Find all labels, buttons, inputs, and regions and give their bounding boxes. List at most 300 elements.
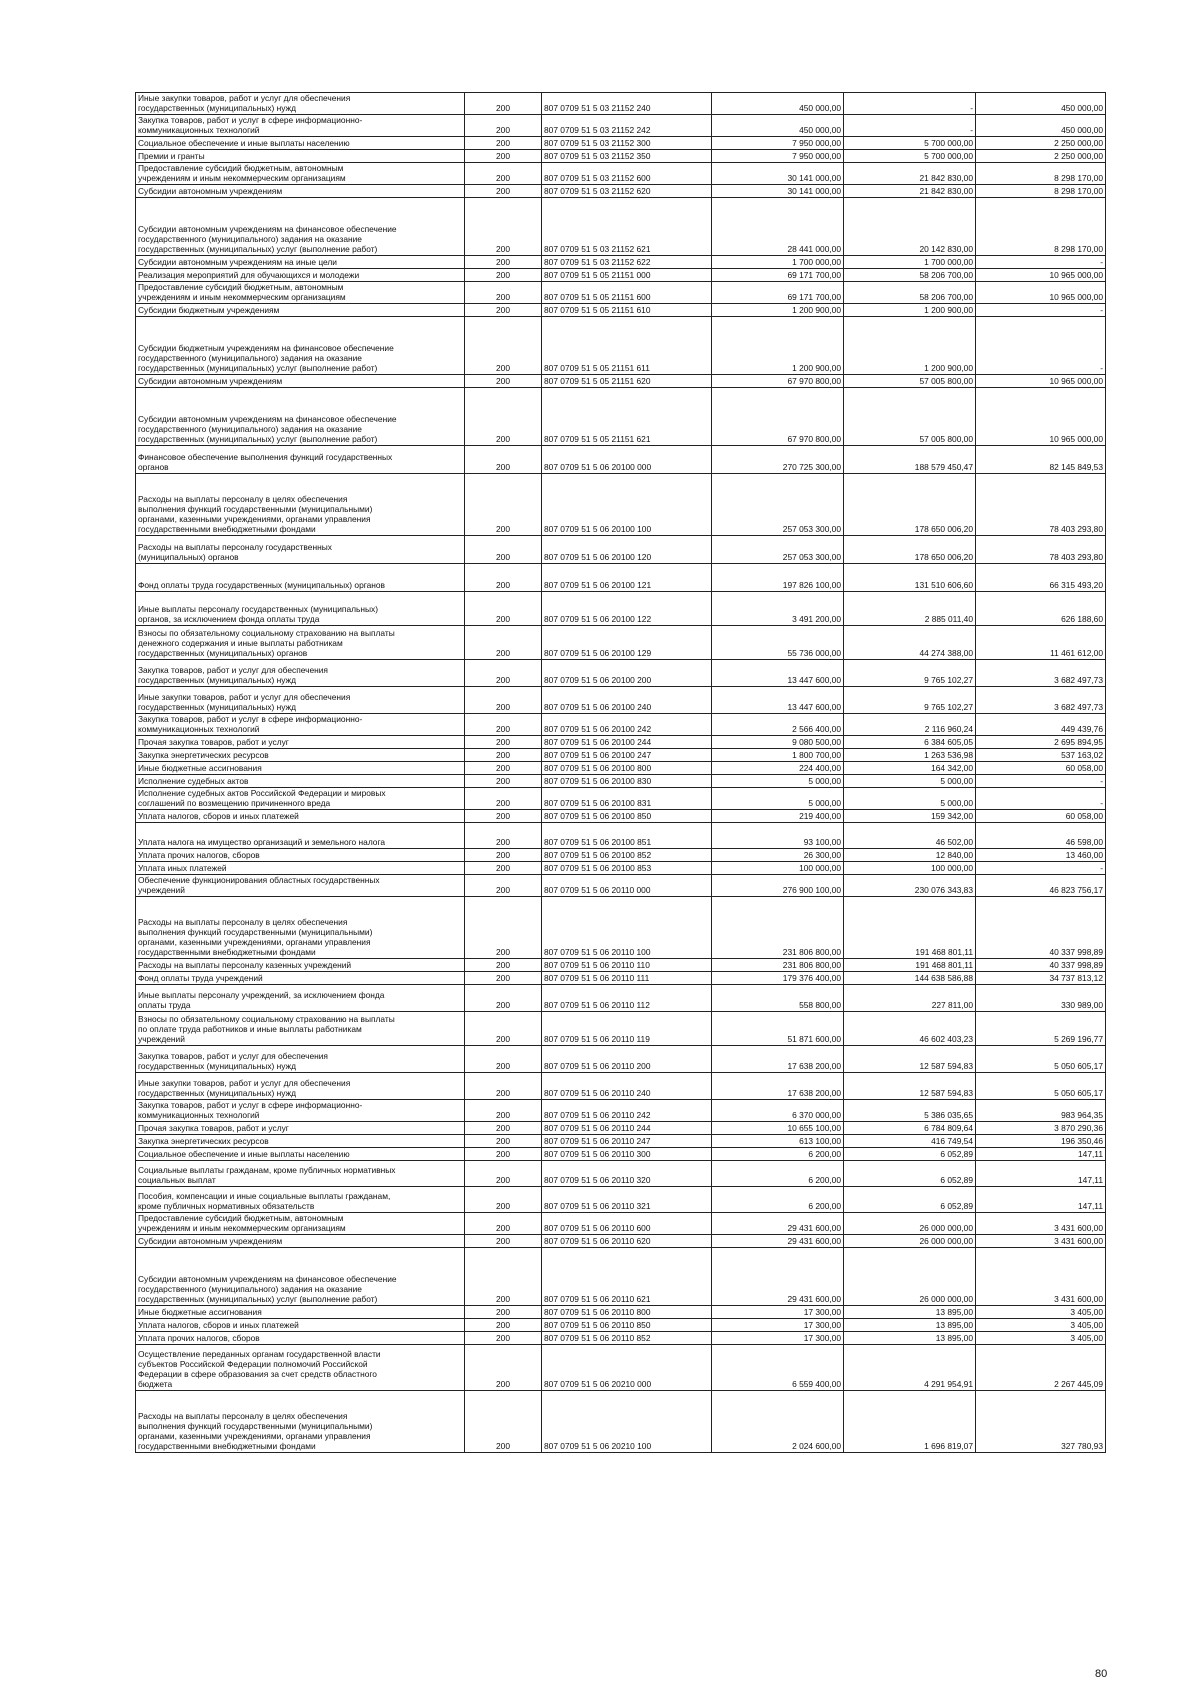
unexecuted-amount-cell: 13 460,00 xyxy=(976,849,1106,862)
table-row xyxy=(136,282,1106,304)
budget-classification-code-cell: 807 0709 51 5 06 20100 121 xyxy=(542,564,712,592)
executed-amount-cell: 5 700 000,00 xyxy=(844,137,976,150)
executed-amount-cell: 159 342,00 xyxy=(844,810,976,823)
table-row xyxy=(136,388,1106,446)
expense-name-cell: Субсидии бюджетным учреждениям на финансовое обеспечение государственного (муниципального) задания на оказание государственных (муниципальных) услуг (выполнение работ) xyxy=(136,317,465,375)
approved-amount-cell: 30 141 000,00 xyxy=(712,163,844,185)
line-code-cell: 200 xyxy=(465,1391,542,1453)
budget-classification-code-cell: 807 0709 51 5 06 20100 200 xyxy=(542,660,712,687)
unexecuted-amount-cell: 983 964,35 xyxy=(976,1100,1106,1122)
budget-classification-code-cell: 807 0709 51 5 06 20100 853 xyxy=(542,862,712,875)
budget-classification-code-cell: 807 0709 51 5 06 20110 119 xyxy=(542,1012,712,1046)
unexecuted-amount-cell: 3 870 290,36 xyxy=(976,1122,1106,1135)
executed-amount-cell: 144 638 586,88 xyxy=(844,972,976,985)
expense-name-cell: Прочая закупка товаров, работ и услуг xyxy=(136,736,465,749)
executed-amount-cell: 100 000,00 xyxy=(844,862,976,875)
executed-amount-cell: 6 052,89 xyxy=(844,1148,976,1161)
line-code-cell: 200 xyxy=(465,388,542,446)
approved-amount-cell: 13 447 600,00 xyxy=(712,687,844,714)
table-body xyxy=(136,93,1106,1453)
executed-amount-cell: 21 842 830,00 xyxy=(844,185,976,198)
expense-name-cell: Реализация мероприятий для обучающихся и молодежи xyxy=(136,269,465,282)
table-row xyxy=(136,317,1106,375)
expense-name-cell: Закупка товаров, работ и услуг в сфере информационно- коммуникационных технологий xyxy=(136,1100,465,1122)
table-row xyxy=(136,1187,1106,1213)
table-row xyxy=(136,375,1106,388)
budget-sheet xyxy=(135,92,1105,1453)
table-row xyxy=(136,592,1106,626)
table-row xyxy=(136,1345,1106,1391)
line-code-cell: 200 xyxy=(465,1332,542,1345)
line-code-cell: 200 xyxy=(465,736,542,749)
executed-amount-cell: 26 000 000,00 xyxy=(844,1213,976,1235)
unexecuted-amount-cell: 3 405,00 xyxy=(976,1332,1106,1345)
executed-amount-cell: 57 005 800,00 xyxy=(844,375,976,388)
table-row xyxy=(136,775,1106,788)
executed-amount-cell: 12 587 594,83 xyxy=(844,1046,976,1073)
line-code-cell: 200 xyxy=(465,714,542,736)
expense-name-cell: Взносы по обязательному социальному страхованию на выплаты по оплате труда работников и иные выплаты работникам учреждений xyxy=(136,1012,465,1046)
executed-amount-cell: - xyxy=(844,93,976,115)
approved-amount-cell: 6 200,00 xyxy=(712,1187,844,1213)
budget-classification-code-cell: 807 0709 51 5 06 20110 200 xyxy=(542,1046,712,1073)
budget-classification-code-cell: 807 0709 51 5 06 20100 122 xyxy=(542,592,712,626)
approved-amount-cell: 2 566 400,00 xyxy=(712,714,844,736)
executed-amount-cell: 13 895,00 xyxy=(844,1319,976,1332)
table-row xyxy=(136,1161,1106,1187)
unexecuted-amount-cell: 2 250 000,00 xyxy=(976,137,1106,150)
budget-classification-code-cell: 807 0709 51 5 06 20110 850 xyxy=(542,1319,712,1332)
line-code-cell: 200 xyxy=(465,150,542,163)
line-code-cell: 200 xyxy=(465,1319,542,1332)
expense-name-cell: Иные закупки товаров, работ и услуг для обеспечения государственных (муниципальных) нужд xyxy=(136,1073,465,1100)
expense-name-cell: Субсидии бюджетным учреждениям xyxy=(136,304,465,317)
expense-name-cell: Иные выплаты персоналу государственных (муниципальных) органов, за исключением фонда оплаты труда xyxy=(136,592,465,626)
approved-amount-cell: 1 200 900,00 xyxy=(712,304,844,317)
unexecuted-amount-cell: - xyxy=(976,862,1106,875)
line-code-cell: 200 xyxy=(465,1187,542,1213)
expense-name-cell: Премии и гранты xyxy=(136,150,465,163)
expense-name-cell: Закупка энергетических ресурсов xyxy=(136,1135,465,1148)
table-row xyxy=(136,1332,1106,1345)
executed-amount-cell: 191 468 801,11 xyxy=(844,897,976,959)
table-row xyxy=(136,115,1106,137)
approved-amount-cell: 5 000,00 xyxy=(712,775,844,788)
approved-amount-cell: 1 200 900,00 xyxy=(712,317,844,375)
unexecuted-amount-cell: 3 682 497,73 xyxy=(976,660,1106,687)
executed-amount-cell: 178 650 006,20 xyxy=(844,536,976,564)
unexecuted-amount-cell: 449 439,76 xyxy=(976,714,1106,736)
table-row xyxy=(136,897,1106,959)
expense-name-cell: Исполнение судебных актов Российской Федерации и мировых соглашений по возмещению причиненного вреда xyxy=(136,788,465,810)
approved-amount-cell: 17 638 200,00 xyxy=(712,1046,844,1073)
expense-name-cell: Фонд оплаты труда учреждений xyxy=(136,972,465,985)
expense-name-cell: Закупка товаров, работ и услуг для обеспечения государственных (муниципальных) нужд xyxy=(136,660,465,687)
expense-name-cell: Исполнение судебных актов xyxy=(136,775,465,788)
table-row xyxy=(136,1391,1106,1453)
table-row xyxy=(136,185,1106,198)
unexecuted-amount-cell: 626 188,60 xyxy=(976,592,1106,626)
approved-amount-cell: 231 806 800,00 xyxy=(712,897,844,959)
table-row xyxy=(136,1046,1106,1073)
line-code-cell: 200 xyxy=(465,985,542,1012)
unexecuted-amount-cell: 196 350,46 xyxy=(976,1135,1106,1148)
executed-amount-cell: 13 895,00 xyxy=(844,1332,976,1345)
executed-amount-cell: 46 502,00 xyxy=(844,823,976,849)
executed-amount-cell: 5 700 000,00 xyxy=(844,150,976,163)
table-row xyxy=(136,1235,1106,1248)
approved-amount-cell: 17 638 200,00 xyxy=(712,1073,844,1100)
executed-amount-cell: 191 468 801,11 xyxy=(844,959,976,972)
expense-name-cell: Иные закупки товаров, работ и услуг для обеспечения государственных (муниципальных) нужд xyxy=(136,93,465,115)
unexecuted-amount-cell: 2 695 894,95 xyxy=(976,736,1106,749)
line-code-cell: 200 xyxy=(465,1345,542,1391)
table-row xyxy=(136,93,1106,115)
unexecuted-amount-cell: 147,11 xyxy=(976,1148,1106,1161)
unexecuted-amount-cell: 82 145 849,53 xyxy=(976,446,1106,474)
approved-amount-cell: 450 000,00 xyxy=(712,115,844,137)
budget-classification-code-cell: 807 0709 51 5 05 21151 610 xyxy=(542,304,712,317)
executed-amount-cell: 416 749,54 xyxy=(844,1135,976,1148)
executed-amount-cell: 26 000 000,00 xyxy=(844,1248,976,1306)
unexecuted-amount-cell: 3 431 600,00 xyxy=(976,1235,1106,1248)
unexecuted-amount-cell: 327 780,93 xyxy=(976,1391,1106,1453)
unexecuted-amount-cell: 147,11 xyxy=(976,1187,1106,1213)
table-row xyxy=(136,626,1106,660)
table-row xyxy=(136,788,1106,810)
unexecuted-amount-cell: 450 000,00 xyxy=(976,93,1106,115)
executed-amount-cell: 6 052,89 xyxy=(844,1187,976,1213)
line-code-cell: 200 xyxy=(465,687,542,714)
budget-classification-code-cell: 807 0709 51 5 03 21152 620 xyxy=(542,185,712,198)
expense-name-cell: Субсидии автономным учреждениям xyxy=(136,1235,465,1248)
approved-amount-cell: 100 000,00 xyxy=(712,862,844,875)
approved-amount-cell: 613 100,00 xyxy=(712,1135,844,1148)
approved-amount-cell: 29 431 600,00 xyxy=(712,1235,844,1248)
budget-classification-code-cell: 807 0709 51 5 03 21152 622 xyxy=(542,256,712,269)
executed-amount-cell: 6 052,89 xyxy=(844,1161,976,1187)
budget-classification-code-cell: 807 0709 51 5 03 21152 240 xyxy=(542,93,712,115)
line-code-cell: 200 xyxy=(465,269,542,282)
table-row xyxy=(136,1135,1106,1148)
budget-classification-code-cell: 807 0709 51 5 06 20100 242 xyxy=(542,714,712,736)
executed-amount-cell: 4 291 954,91 xyxy=(844,1345,976,1391)
expense-name-cell: Прочая закупка товаров, работ и услуг xyxy=(136,1122,465,1135)
line-code-cell: 200 xyxy=(465,1235,542,1248)
budget-execution-table xyxy=(135,92,1106,1453)
unexecuted-amount-cell: 3 431 600,00 xyxy=(976,1248,1106,1306)
unexecuted-amount-cell: 60 058,00 xyxy=(976,810,1106,823)
budget-classification-code-cell: 807 0709 51 5 06 20100 800 xyxy=(542,762,712,775)
approved-amount-cell: 13 447 600,00 xyxy=(712,660,844,687)
executed-amount-cell: 164 342,00 xyxy=(844,762,976,775)
unexecuted-amount-cell: 46 598,00 xyxy=(976,823,1106,849)
unexecuted-amount-cell: 46 823 756,17 xyxy=(976,875,1106,897)
approved-amount-cell: 179 376 400,00 xyxy=(712,972,844,985)
approved-amount-cell: 231 806 800,00 xyxy=(712,959,844,972)
budget-classification-code-cell: 807 0709 51 5 06 20100 120 xyxy=(542,536,712,564)
budget-classification-code-cell: 807 0709 51 5 06 20110 240 xyxy=(542,1073,712,1100)
approved-amount-cell: 270 725 300,00 xyxy=(712,446,844,474)
executed-amount-cell: 188 579 450,47 xyxy=(844,446,976,474)
unexecuted-amount-cell: 11 461 612,00 xyxy=(976,626,1106,660)
table-row xyxy=(136,959,1106,972)
table-row xyxy=(136,762,1106,775)
executed-amount-cell: 46 602 403,23 xyxy=(844,1012,976,1046)
line-code-cell: 200 xyxy=(465,282,542,304)
expense-name-cell: Осуществление переданных органам государственной власти субъектов Российской Федерации полномочий Российской Федерации в сфере образования за счет средств областного бюджета xyxy=(136,1345,465,1391)
expense-name-cell: Уплата прочих налогов, сборов xyxy=(136,849,465,862)
line-code-cell: 200 xyxy=(465,1100,542,1122)
budget-classification-code-cell: 807 0709 51 5 06 20100 850 xyxy=(542,810,712,823)
unexecuted-amount-cell: 78 403 293,80 xyxy=(976,536,1106,564)
unexecuted-amount-cell: 147,11 xyxy=(976,1161,1106,1187)
table-row xyxy=(136,749,1106,762)
expense-name-cell: Взносы по обязательному социальному страхованию на выплаты денежного содержания и иные выплаты работникам государственных (муниципальных) органов xyxy=(136,626,465,660)
table-row xyxy=(136,1148,1106,1161)
budget-classification-code-cell: 807 0709 51 5 06 20110 111 xyxy=(542,972,712,985)
executed-amount-cell: 58 206 700,00 xyxy=(844,282,976,304)
line-code-cell: 200 xyxy=(465,317,542,375)
approved-amount-cell: 450 000,00 xyxy=(712,93,844,115)
line-code-cell: 200 xyxy=(465,536,542,564)
expense-name-cell: Уплата прочих налогов, сборов xyxy=(136,1332,465,1345)
budget-classification-code-cell: 807 0709 51 5 05 21151 611 xyxy=(542,317,712,375)
line-code-cell: 200 xyxy=(465,375,542,388)
budget-classification-code-cell: 807 0709 51 5 06 20110 321 xyxy=(542,1187,712,1213)
budget-classification-code-cell: 807 0709 51 5 03 21152 300 xyxy=(542,137,712,150)
approved-amount-cell: 1 800 700,00 xyxy=(712,749,844,762)
expense-name-cell: Иные бюджетные ассигнования xyxy=(136,762,465,775)
line-code-cell: 200 xyxy=(465,115,542,137)
line-code-cell: 200 xyxy=(465,198,542,256)
executed-amount-cell: 44 274 388,00 xyxy=(844,626,976,660)
approved-amount-cell: 2 024 600,00 xyxy=(712,1391,844,1453)
budget-classification-code-cell: 807 0709 51 5 06 20110 600 xyxy=(542,1213,712,1235)
table-row xyxy=(136,875,1106,897)
approved-amount-cell: 6 370 000,00 xyxy=(712,1100,844,1122)
expense-name-cell: Закупка товаров, работ и услуг в сфере информационно- коммуникационных технологий xyxy=(136,714,465,736)
executed-amount-cell: 1 200 900,00 xyxy=(844,304,976,317)
budget-classification-code-cell: 807 0709 51 5 06 20210 000 xyxy=(542,1345,712,1391)
budget-classification-code-cell: 807 0709 51 5 06 20100 831 xyxy=(542,788,712,810)
line-code-cell: 200 xyxy=(465,1213,542,1235)
approved-amount-cell: 69 171 700,00 xyxy=(712,282,844,304)
approved-amount-cell: 10 655 100,00 xyxy=(712,1122,844,1135)
expense-name-cell: Расходы на выплаты персоналу казенных учреждений xyxy=(136,959,465,972)
executed-amount-cell: 227 811,00 xyxy=(844,985,976,1012)
approved-amount-cell: 197 826 100,00 xyxy=(712,564,844,592)
unexecuted-amount-cell: 5 050 605,17 xyxy=(976,1046,1106,1073)
executed-amount-cell: 20 142 830,00 xyxy=(844,198,976,256)
expense-name-cell: Уплата налогов, сборов и иных платежей xyxy=(136,1319,465,1332)
table-row xyxy=(136,198,1106,256)
expense-name-cell: Социальное обеспечение и иные выплаты населению xyxy=(136,1148,465,1161)
unexecuted-amount-cell: 10 965 000,00 xyxy=(976,388,1106,446)
table-row xyxy=(136,304,1106,317)
approved-amount-cell: 17 300,00 xyxy=(712,1332,844,1345)
approved-amount-cell: 5 000,00 xyxy=(712,788,844,810)
approved-amount-cell: 93 100,00 xyxy=(712,823,844,849)
expense-name-cell: Субсидии автономным учреждениям на финансовое обеспечение государственного (муниципального) задания на оказание государственных (муниципальных) услуг (выполнение работ) xyxy=(136,1248,465,1306)
executed-amount-cell: 6 784 809,64 xyxy=(844,1122,976,1135)
expense-name-cell: Закупка товаров, работ и услуг в сфере информационно- коммуникационных технологий xyxy=(136,115,465,137)
approved-amount-cell: 6 200,00 xyxy=(712,1148,844,1161)
page-number: 80 xyxy=(1095,1668,1108,1680)
line-code-cell: 200 xyxy=(465,474,542,536)
budget-classification-code-cell: 807 0709 51 5 05 21151 600 xyxy=(542,282,712,304)
expense-name-cell: Финансовое обеспечение выполнения функций государственных органов xyxy=(136,446,465,474)
table-row xyxy=(136,660,1106,687)
executed-amount-cell: 1 696 819,07 xyxy=(844,1391,976,1453)
unexecuted-amount-cell: 40 337 998,89 xyxy=(976,897,1106,959)
table-row xyxy=(136,810,1106,823)
budget-classification-code-cell: 807 0709 51 5 06 20110 100 xyxy=(542,897,712,959)
budget-classification-code-cell: 807 0709 51 5 03 21152 600 xyxy=(542,163,712,185)
executed-amount-cell: 5 000,00 xyxy=(844,775,976,788)
budget-classification-code-cell: 807 0709 51 5 05 21151 620 xyxy=(542,375,712,388)
line-code-cell: 200 xyxy=(465,137,542,150)
executed-amount-cell: 1 700 000,00 xyxy=(844,256,976,269)
unexecuted-amount-cell: 34 737 813,12 xyxy=(976,972,1106,985)
unexecuted-amount-cell: 537 163,02 xyxy=(976,749,1106,762)
budget-classification-code-cell: 807 0709 51 5 06 20110 244 xyxy=(542,1122,712,1135)
line-code-cell: 200 xyxy=(465,256,542,269)
line-code-cell: 200 xyxy=(465,626,542,660)
unexecuted-amount-cell: 5 269 196,77 xyxy=(976,1012,1106,1046)
line-code-cell: 200 xyxy=(465,875,542,897)
expense-name-cell: Иные выплаты персоналу учреждений, за исключением фонда оплаты труда xyxy=(136,985,465,1012)
table-row xyxy=(136,163,1106,185)
budget-classification-code-cell: 807 0709 51 5 06 20100 852 xyxy=(542,849,712,862)
budget-classification-code-cell: 807 0709 51 5 06 20100 240 xyxy=(542,687,712,714)
unexecuted-amount-cell: 2 250 000,00 xyxy=(976,150,1106,163)
unexecuted-amount-cell: 450 000,00 xyxy=(976,115,1106,137)
executed-amount-cell: 230 076 343,83 xyxy=(844,875,976,897)
executed-amount-cell: - xyxy=(844,115,976,137)
approved-amount-cell: 28 441 000,00 xyxy=(712,198,844,256)
line-code-cell: 200 xyxy=(465,564,542,592)
line-code-cell: 200 xyxy=(465,762,542,775)
expense-name-cell: Расходы на выплаты персоналу в целях обеспечения выполнения функций государственными (муниципальными) органами, казенными учреждениями, органами управления государственными внебюджетными фондами xyxy=(136,897,465,959)
budget-classification-code-cell: 807 0709 51 5 06 20100 100 xyxy=(542,474,712,536)
table-row xyxy=(136,446,1106,474)
approved-amount-cell: 29 431 600,00 xyxy=(712,1248,844,1306)
line-code-cell: 200 xyxy=(465,810,542,823)
line-code-cell: 200 xyxy=(465,1122,542,1135)
budget-classification-code-cell: 807 0709 51 5 06 20100 000 xyxy=(542,446,712,474)
table-row xyxy=(136,714,1106,736)
table-row xyxy=(136,150,1106,163)
table-row xyxy=(136,1213,1106,1235)
table-row xyxy=(136,137,1106,150)
budget-classification-code-cell: 807 0709 51 5 06 20110 621 xyxy=(542,1248,712,1306)
unexecuted-amount-cell: 8 298 170,00 xyxy=(976,163,1106,185)
table-row xyxy=(136,972,1106,985)
line-code-cell: 200 xyxy=(465,592,542,626)
unexecuted-amount-cell: 3 431 600,00 xyxy=(976,1213,1106,1235)
table-row xyxy=(136,1122,1106,1135)
table-row xyxy=(136,1306,1106,1319)
executed-amount-cell: 13 895,00 xyxy=(844,1306,976,1319)
executed-amount-cell: 26 000 000,00 xyxy=(844,1235,976,1248)
table-row xyxy=(136,536,1106,564)
table-row xyxy=(136,256,1106,269)
expense-name-cell: Закупка товаров, работ и услуг для обеспечения государственных (муниципальных) нужд xyxy=(136,1046,465,1073)
expense-name-cell: Субсидии автономным учреждениям на финансовое обеспечение государственного (муниципального) задания на оказание государственных (муниципальных) услуг (выполнение работ) xyxy=(136,388,465,446)
approved-amount-cell: 6 200,00 xyxy=(712,1161,844,1187)
approved-amount-cell: 558 800,00 xyxy=(712,985,844,1012)
line-code-cell: 200 xyxy=(465,1306,542,1319)
unexecuted-amount-cell: 60 058,00 xyxy=(976,762,1106,775)
executed-amount-cell: 9 765 102,27 xyxy=(844,660,976,687)
line-code-cell: 200 xyxy=(465,849,542,862)
expense-name-cell: Уплата налогов, сборов и иных платежей xyxy=(136,810,465,823)
unexecuted-amount-cell: 10 965 000,00 xyxy=(976,269,1106,282)
line-code-cell: 200 xyxy=(465,163,542,185)
expense-name-cell: Закупка энергетических ресурсов xyxy=(136,749,465,762)
line-code-cell: 200 xyxy=(465,823,542,849)
table-row xyxy=(136,1248,1106,1306)
expense-name-cell: Фонд оплаты труда государственных (муниципальных) органов xyxy=(136,564,465,592)
budget-classification-code-cell: 807 0709 51 5 05 21151 000 xyxy=(542,269,712,282)
approved-amount-cell: 7 950 000,00 xyxy=(712,150,844,163)
approved-amount-cell: 69 171 700,00 xyxy=(712,269,844,282)
unexecuted-amount-cell: 3 682 497,73 xyxy=(976,687,1106,714)
table-row xyxy=(136,269,1106,282)
line-code-cell: 200 xyxy=(465,775,542,788)
line-code-cell: 200 xyxy=(465,1046,542,1073)
line-code-cell: 200 xyxy=(465,788,542,810)
approved-amount-cell: 6 559 400,00 xyxy=(712,1345,844,1391)
line-code-cell: 200 xyxy=(465,749,542,762)
unexecuted-amount-cell: 10 965 000,00 xyxy=(976,282,1106,304)
unexecuted-amount-cell: 8 298 170,00 xyxy=(976,198,1106,256)
unexecuted-amount-cell: 40 337 998,89 xyxy=(976,959,1106,972)
unexecuted-amount-cell: - xyxy=(976,304,1106,317)
approved-amount-cell: 3 491 200,00 xyxy=(712,592,844,626)
approved-amount-cell: 17 300,00 xyxy=(712,1319,844,1332)
approved-amount-cell: 30 141 000,00 xyxy=(712,185,844,198)
approved-amount-cell: 276 900 100,00 xyxy=(712,875,844,897)
line-code-cell: 200 xyxy=(465,1161,542,1187)
expense-name-cell: Уплата иных платежей xyxy=(136,862,465,875)
table-row xyxy=(136,1100,1106,1122)
approved-amount-cell: 224 400,00 xyxy=(712,762,844,775)
budget-classification-code-cell: 807 0709 51 5 03 21152 350 xyxy=(542,150,712,163)
budget-classification-code-cell: 807 0709 51 5 03 21152 621 xyxy=(542,198,712,256)
approved-amount-cell: 51 871 600,00 xyxy=(712,1012,844,1046)
executed-amount-cell: 131 510 606,60 xyxy=(844,564,976,592)
expense-name-cell: Пособия, компенсации и иные социальные выплаты гражданам, кроме публичных нормативных обязательств xyxy=(136,1187,465,1213)
expense-name-cell: Расходы на выплаты персоналу в целях обеспечения выполнения функций государственными (муниципальными) органами, казенными учреждениями, органами управления государственными внебюджетными фондами xyxy=(136,1391,465,1453)
approved-amount-cell: 257 053 300,00 xyxy=(712,474,844,536)
budget-classification-code-cell: 807 0709 51 5 06 20110 000 xyxy=(542,875,712,897)
budget-classification-code-cell: 807 0709 51 5 06 20110 300 xyxy=(542,1148,712,1161)
executed-amount-cell: 2 116 960,24 xyxy=(844,714,976,736)
budget-classification-code-cell: 807 0709 51 5 06 20110 247 xyxy=(542,1135,712,1148)
expense-name-cell: Иные бюджетные ассигнования xyxy=(136,1306,465,1319)
expense-name-cell: Расходы на выплаты персоналу государственных (муниципальных) органов xyxy=(136,536,465,564)
executed-amount-cell: 1 200 900,00 xyxy=(844,317,976,375)
approved-amount-cell: 1 700 000,00 xyxy=(712,256,844,269)
line-code-cell: 200 xyxy=(465,972,542,985)
table-row xyxy=(136,564,1106,592)
expense-name-cell: Субсидии автономным учреждениям на иные цели xyxy=(136,256,465,269)
unexecuted-amount-cell: 330 989,00 xyxy=(976,985,1106,1012)
table-row xyxy=(136,1073,1106,1100)
approved-amount-cell: 7 950 000,00 xyxy=(712,137,844,150)
